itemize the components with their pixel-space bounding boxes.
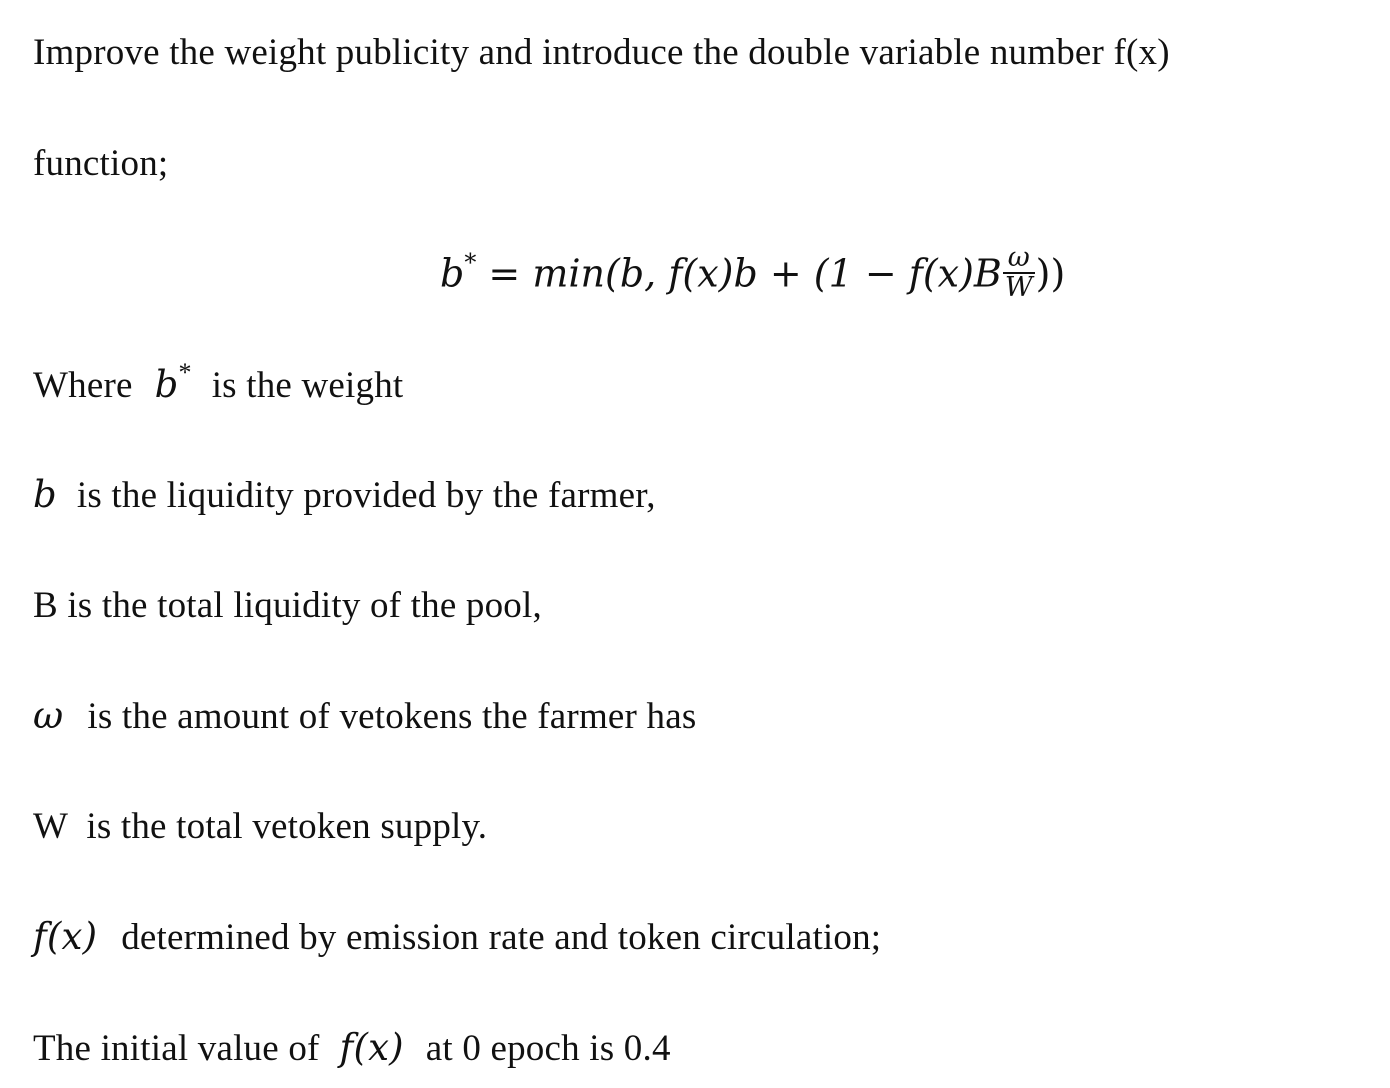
def-omega-text: is the amount of vetokens the farmer has [87,696,697,737]
def-omega [33,694,696,739]
intro-line-1: Improve the weight publicity and introduce the double variable number f(x) [33,32,1170,73]
equation-body: (b, f(x)b + (1 − f(x)B [605,251,1002,296]
def-b-star-sup: * [178,358,192,387]
def-b-star-text: is the weight [211,365,404,406]
def-b [33,473,656,518]
equation-lhs: b [440,251,465,296]
equation-close: )) [1035,251,1066,296]
def-omega-symbol: ω [33,694,64,737]
equation-min: min [532,251,605,296]
def-W: W is the total vetoken supply. [33,806,488,847]
def-b-symbol: b [33,473,57,516]
equation-fraction [1003,244,1035,302]
intro-line-2: function; [33,143,169,184]
def-b-star-symbol: b [154,363,179,406]
def-fx-text: determined by emission rate and token circulation; [121,917,882,958]
fraction-numerator: ω [1003,244,1035,274]
init-fx-symbol: f(x) [339,1026,404,1069]
weight-equation [440,242,1066,306]
def-initial-value [33,1026,671,1071]
def-where-prefix: Where [33,365,133,406]
equation-equals: = [476,251,533,296]
def-b-text: is the liquidity provided by the farmer, [76,475,656,516]
def-B: B is the total liquidity of the pool, [33,585,542,626]
def-fx-symbol: f(x) [33,915,98,958]
init-prefix: The initial value of [33,1028,320,1069]
def-fx [33,915,881,960]
init-suffix: at 0 epoch is 0.4 [425,1028,671,1069]
fraction-denominator: W [1004,272,1033,303]
equation-lhs-sup: * [464,248,477,277]
def-b-star [33,358,404,408]
